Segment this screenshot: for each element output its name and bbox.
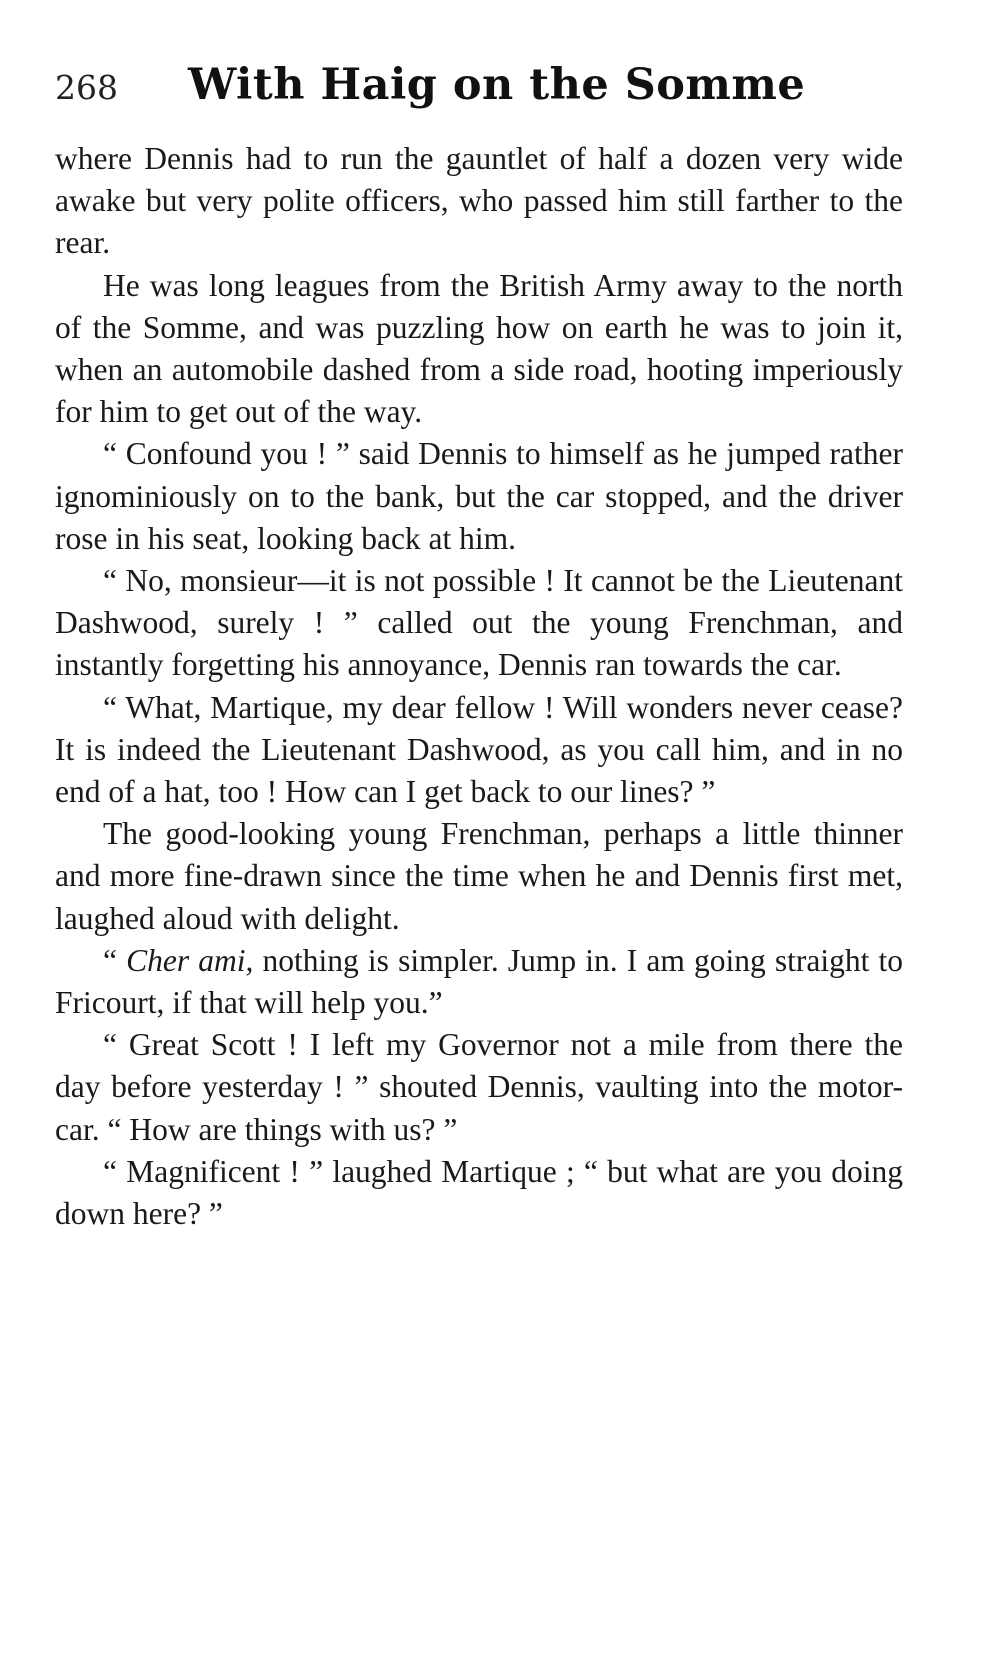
paragraph-4: “ No, monsieur—it is not possible ! It cannot be the Lieutenant Dashwood, surely ! ” called out the young Frenchman, and instantly forgetting his annoyance, Dennis ran towards the car.	[55, 563, 903, 683]
paragraph-2: He was long leagues from the British Army away to the north of the Somme, and was puzzling how on earth he was to join it, when an automobile dashed from a side road, hooting imperiously for him to get out of the way.	[55, 267, 903, 430]
paragraph-3: “ Confound you ! ” said Dennis to himself as he jumped rather ignominiously on to the bank, but the car stopped, and the driver rose in his seat, looking back at him.	[55, 436, 903, 556]
italic-phrase: Cher ami,	[126, 942, 254, 978]
paragraph-7	[55, 940, 903, 1024]
running-title: With Haig on the Somme	[188, 60, 806, 110]
open-quote: “	[103, 942, 127, 978]
paragraph-8: “ Great Scott ! I left my Governor not a mile from there the day before yesterday ! ” shouted Dennis, vaulting into the motor-car. “ How are things with us? ”	[55, 1027, 903, 1147]
paragraph-9: “ Magnificent ! ” laughed Martique ; “ but what are you doing down here? ”	[55, 1153, 903, 1232]
book-page	[55, 60, 903, 1235]
paragraph-6: The good-looking young Frenchman, perhaps a little thinner and more fine-drawn since the time when he and Dennis first met, laughed aloud with delight.	[55, 816, 903, 936]
page-number: 268	[55, 68, 118, 107]
paragraph-1: where Dennis had to run the gauntlet of half a dozen very wide awake but very polite officers, who passed him still farther to the rear.	[55, 141, 903, 261]
paragraph-5: “ What, Martique, my dear fellow ! Will wonders never cease? It is indeed the Lieutenant Dashwood, as you call him, and in no end of a hat, too ! How can I get back to our lines? ”	[55, 689, 903, 810]
paragraph-7-text: nothing is simpler. Jump in. I am going straight to Fricourt, if that will help you.”	[55, 942, 904, 1021]
body-text	[55, 138, 903, 1235]
running-head	[55, 60, 903, 132]
